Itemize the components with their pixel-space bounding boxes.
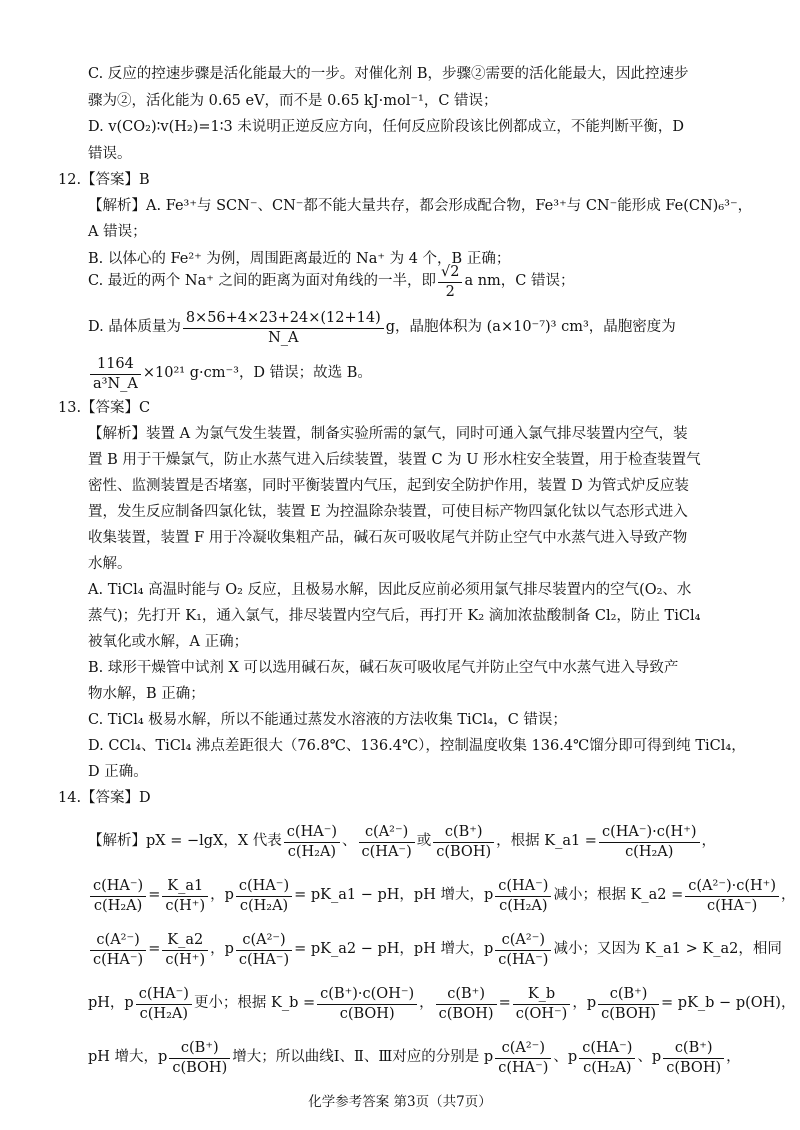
q14-r3-t2: = pK_a2 − pH，pH 增大，p: [294, 941, 494, 958]
frac-den: c(BOH): [172, 1059, 228, 1076]
frac-den: c(OH⁻): [515, 1005, 568, 1022]
q13-a-line1: A. TiCl₄ 高温时能与 O₂ 反应，且极易水解，因此反应前必须用氯气排尽装置内的空气(O₂、水: [88, 582, 692, 598]
q14-heading: 14.【答案】D: [58, 790, 151, 806]
q13-heading: 13.【答案】C: [58, 400, 151, 416]
q14-r5-frac4: [663, 1039, 724, 1076]
frac-den: c(BOH): [601, 1005, 657, 1022]
q14-r2-frac2: [162, 877, 208, 914]
q14-r5-frac3: [579, 1039, 635, 1076]
q14-r1-frac1: [284, 823, 340, 860]
q14-r1-or: 或: [416, 833, 432, 850]
q12-b-line: B. 以体心的 Fe²⁺ 为例，周围距离最近的 Na⁺ 为 4 个，B 正确；: [88, 251, 511, 267]
q13-line3: 密性、监测装置是否堵塞，同时平衡装置内气压，起到安全防护作用，装置 D 为管式炉反应装: [88, 478, 689, 494]
frac-num: K_a2: [162, 931, 208, 950]
q14-r5-t3: 、p: [637, 1049, 662, 1066]
frac-num: c(HA⁻): [579, 1039, 635, 1058]
q14-r2-t2: = pK_a1 − pH，pH 增大，p: [294, 887, 494, 904]
q12-d-num: 8×56+4×23+24×(12+14): [183, 309, 384, 328]
q14-r4-t3: ，p: [572, 995, 597, 1012]
q14-r1-frac3: [433, 823, 494, 860]
q14-row1: [88, 818, 742, 866]
frac-den: c(H₂A): [239, 897, 289, 914]
q14-r2-frac1: [90, 877, 146, 914]
q13-d-line2: D 正确。: [88, 764, 148, 780]
q14-r1-a: 【解析】pX = −lgX，X 代表: [88, 833, 282, 850]
q14-r2-frac4: [495, 877, 551, 914]
q14-r5-t1: 增大；所以曲线Ⅰ、Ⅱ、Ⅲ对应的分别是 p: [232, 1049, 494, 1066]
q14-r3-frac4: [495, 931, 551, 968]
frac-den: c(BOH): [436, 843, 492, 860]
q12-d-fraction: [183, 309, 384, 346]
frac-den: c(BOH): [438, 1005, 494, 1022]
q14-r4-eq: =: [498, 995, 511, 1012]
q14-r5-t2: 、p: [553, 1049, 578, 1066]
q14-r4-frac2: [317, 985, 417, 1022]
q12-d-post: g，晶胞体积为 (a×10⁻⁷)³ cm³，晶胞密度为: [385, 319, 676, 336]
q11-d-line2: 错误。: [88, 146, 132, 162]
frac-num: c(B⁺): [663, 1039, 724, 1058]
q12-c-pre: C. 最近的两个 Na⁺ 之间的距离为面对角线的一半，即: [88, 273, 436, 290]
q11-c-line1: C. 反应的控速步骤是活化能最大的一步。对催化剂 B，步骤②需要的活化能最大，因此控速步: [88, 66, 689, 82]
q14-r4-frac3: [436, 985, 497, 1022]
q14-row5: [88, 1034, 742, 1082]
frac-num: c(HA⁻): [90, 877, 146, 896]
q12-e-fraction: [90, 355, 141, 392]
q13-line5: 收集装置，装置 F 用于冷凝收集粗产品，碱石灰可吸收尾气并防止空气中水蒸气进入导致产物: [88, 530, 688, 546]
q14-r4-frac4: [513, 985, 571, 1022]
q13-line4: 置，发生反应制备四氯化钛，装置 E 为控温除杂装置，可使目标产物四氯化钛以气态形式进入: [88, 504, 688, 520]
q12-c-line: [88, 260, 742, 304]
q14-r4-frac1: [136, 985, 192, 1022]
frac-den: c(HA⁻): [361, 843, 412, 860]
frac-den: c(BOH): [666, 1059, 722, 1076]
frac-num: c(B⁺)·c(OH⁻): [317, 985, 417, 1004]
frac-den: c(HA⁻): [498, 1059, 549, 1076]
frac-den: c(H₂A): [625, 843, 674, 860]
frac-num: K_a1: [162, 877, 208, 896]
q14-r3-t1: ，p: [210, 941, 234, 958]
q14-r5-end: ，: [726, 1049, 741, 1066]
q12-c-den: 2: [445, 283, 455, 300]
q14-row2: [88, 872, 796, 920]
frac-num: c(HA⁻): [495, 877, 551, 896]
frac-num: c(A²⁻): [90, 931, 146, 950]
q12-d-line: [88, 306, 742, 350]
q14-r4-t2: ，: [419, 995, 434, 1012]
q13-b-line1: B. 球形干燥管中试剂 X 可以选用碱石灰，碱石灰可吸收尾气并防止空气中水蒸气进入导致产: [88, 660, 679, 676]
q14-r2-frac3: [236, 877, 292, 914]
q14-row4: [88, 980, 796, 1028]
frac-den: c(HA⁻): [707, 897, 758, 914]
frac-num: c(A²⁻)·c(H⁺): [685, 877, 779, 896]
q12-e-post: ×10²¹ g·cm⁻³，D 错误；故选 B。: [142, 365, 372, 382]
page-footer: 化学参考答案 第3页（共7页）: [308, 1094, 492, 1110]
q12-a-line1: 【解析】A. Fe³⁺与 SCN⁻、CN⁻都不能大量共存，都会形成配合物，Fe³⁺与 CN⁻能形成 Fe(CN)₆³⁻，: [88, 198, 753, 214]
q11-c-line2: 骤为②，活化能为 0.65 eV，而不是 0.65 kJ·mol⁻¹，C 错误；: [88, 93, 498, 109]
frac-num: c(B⁺): [169, 1039, 230, 1058]
q12-a-line2: A 错误；: [88, 224, 147, 240]
q13-b-line2: 物水解，B 正确；: [88, 686, 205, 702]
q14-r1-sep: 、: [342, 833, 357, 850]
q14-row3: [88, 926, 782, 974]
q13-a-line3: 被氧化或水解，A 正确；: [88, 634, 249, 650]
frac-den: c(H₂A): [499, 897, 548, 914]
q13-c-line: C. TiCl₄ 极易水解，所以不能通过蒸发水溶液的方法收集 TiCl₄，C 错误；: [88, 712, 567, 728]
q12-d-pre: D. 晶体质量为: [88, 319, 181, 336]
q12-c-num: √2: [438, 263, 462, 282]
q14-r1-frac4: [599, 823, 700, 860]
q14-r4-t1: 更小；根据 K_b =: [193, 995, 316, 1012]
frac-num: c(A²⁻): [495, 931, 551, 950]
q13-d-line1: D. CCl₄、TiCl₄ 沸点差距很大（76.8℃、136.4℃），控制温度收集 136.4℃馏分即可得到纯 TiCl₄，: [88, 738, 746, 754]
frac-num: c(B⁺): [433, 823, 494, 842]
q13-line6: 水解。: [88, 556, 132, 572]
q14-r3-frac2: [162, 931, 208, 968]
frac-den: c(H₂A): [139, 1005, 189, 1022]
frac-num: c(HA⁻): [284, 823, 340, 842]
q13-line2: 置 B 用于干燥氯气，防止水蒸气进入后续装置，装置 C 为 U 形水柱安全装置，用于检查装置气: [88, 452, 701, 468]
q14-r2-t1: ，p: [210, 887, 234, 904]
q12-e-line: [88, 352, 742, 396]
q14-r3-eq1: =: [148, 941, 161, 958]
frac-num: K_b: [513, 985, 571, 1004]
q12-heading: 12.【答案】B: [58, 172, 150, 188]
frac-den: c(HA⁻): [498, 951, 549, 968]
frac-num: c(A²⁻): [236, 931, 292, 950]
q14-r2-eq1: =: [148, 887, 161, 904]
frac-num: c(B⁺): [598, 985, 659, 1004]
frac-den: c(H⁺): [165, 897, 206, 914]
q12-e-num: 1164: [90, 355, 141, 374]
q14-r4-t0: pH，p: [88, 995, 134, 1012]
q12-c-post: a nm，C 错误；: [464, 273, 575, 290]
q14-r4-frac5: [598, 985, 659, 1022]
frac-num: c(A²⁻): [495, 1039, 551, 1058]
q14-r1-frac2: [359, 823, 415, 860]
q14-r5-frac1: [169, 1039, 230, 1076]
q14-r4-t4: = pK_b − p(OH)，: [661, 995, 796, 1012]
q14-r1-b: ，根据 K_a1 =: [496, 833, 597, 850]
q14-r2-t3: 减小；根据 K_a2 =: [553, 887, 684, 904]
frac-num: c(HA⁻): [236, 877, 292, 896]
q14-r3-t3: 减小；又因为 K_a1 > K_a2，相同: [553, 941, 782, 958]
q13-a-line2: 蒸气)；先打开 K₁，通入氯气，排尽装置内空气后，再打开 K₂ 滴加浓盐酸制备 Cl₂，防止 TiCl₄: [88, 608, 701, 624]
frac-den: c(H⁺): [165, 951, 206, 968]
frac-den: c(HA⁻): [93, 951, 144, 968]
frac-num: c(HA⁻)·c(H⁺): [599, 823, 700, 842]
frac-den: c(BOH): [339, 1005, 395, 1022]
q14-r3-frac1: [90, 931, 146, 968]
q14-r5-frac2: [495, 1039, 551, 1076]
q12-c-fraction: [438, 263, 462, 300]
q14-r3-frac3: [236, 931, 292, 968]
frac-num: c(B⁺): [436, 985, 497, 1004]
q14-r2-frac5: [685, 877, 779, 914]
frac-den: c(HA⁻): [238, 951, 290, 968]
q14-r2-end: ，: [781, 887, 796, 904]
frac-num: c(HA⁻): [136, 985, 192, 1004]
frac-num: c(A²⁻): [359, 823, 415, 842]
q14-r5-t0: pH 增大，p: [88, 1049, 168, 1066]
frac-den: c(H₂A): [287, 843, 337, 860]
q14-r1-end: ，: [701, 833, 717, 850]
frac-den: c(H₂A): [93, 897, 143, 914]
q13-line1: 【解析】装置 A 为氯气发生装置，制备实验所需的氯气，同时可通入氯气排尽装置内空气，装: [88, 426, 688, 442]
frac-den: c(H₂A): [583, 1059, 632, 1076]
q12-e-den: a³N_A: [93, 375, 138, 392]
q11-d-line1: D. v(CO₂)∶v(H₂)=1∶3 未说明正逆反应方向，任何反应阶段该比例都成立，不能判断平衡，D: [88, 119, 684, 135]
q12-d-den: N_A: [268, 329, 299, 346]
